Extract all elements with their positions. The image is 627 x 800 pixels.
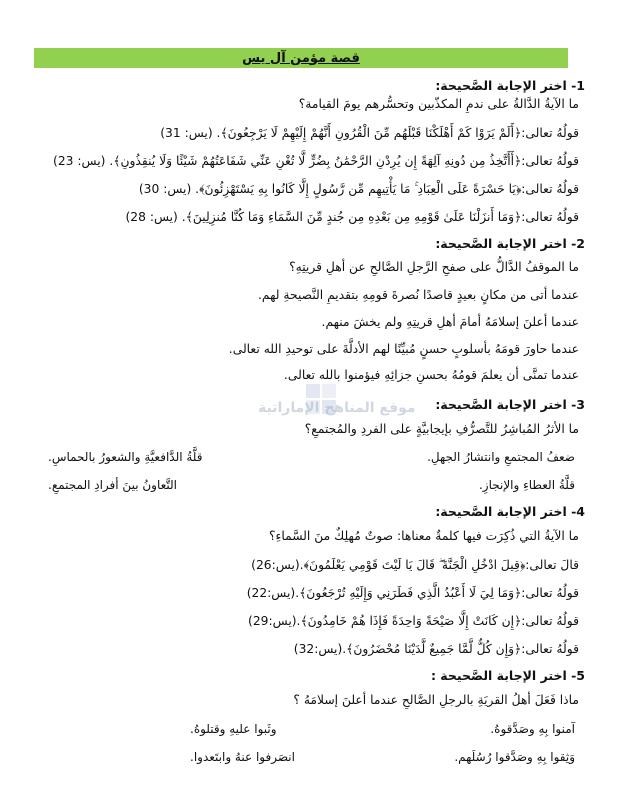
page-title: قصة مؤمن آل يس <box>242 50 360 66</box>
q3-option-4[interactable]: قلَّةُ العطاءِ والإنجازِ. <box>478 478 575 492</box>
q4-option-2[interactable]: قولُهُ تعالى:﴿وَمَا لِيَ لَا أَعْبُدُ الَّذِي فَطَرَنِي وَإِلَيْهِ تُرْجَعُونَ﴾.(يس:22) <box>246 586 579 600</box>
q4-option-4[interactable]: قولُهُ تعالى:﴿وَإِن كُلٌّ لَّمَّا جَمِيعٌ لَّدَيْنَا مُحْضَرُونَ﴾.(يس:32) <box>293 642 579 656</box>
q2-question: ما الموقفُ الدَّالُّ على صفحِ الرَّجلِ الصَّالحِ عن أهلِ قريتِهِ؟ <box>289 260 579 274</box>
q3-option-3[interactable]: التَّعاونُ بينَ أفرادِ المجتمعِ. <box>48 478 178 492</box>
q2-option-2[interactable]: عندما أعلنَ إسلامَهُ أمامَ أهلِ قريتِهِ ولم يخشَ منهم. <box>321 315 579 329</box>
q1-option-1[interactable]: قولُهُ تعالى:﴿أَلَمْ يَرَوْا كَمْ أَهْلَكْنَا قَبْلَهُم مِّنَ الْقُرُونِ أَنَّهُمْ إِلَيْهِمْ لَا يَرْجِعُونَ﴾. (يس: 31) <box>160 126 579 140</box>
q4-option-3[interactable]: قولُهُ تعالى:﴿إِن كَانَتْ إِلَّا صَيْحَةً وَاحِدَةً فَإِذَا هُمْ خَامِدُونَ﴾.(يس:29) <box>248 614 579 628</box>
q3-heading: 3- اختر الإجابة الصَّحيحة: <box>435 397 585 412</box>
q5-question: ماذا فَعَلَ أهلُ القريَةِ بالرجلِ الصَّالحِ عندما أعلنَ إسلامَهُ ؟ <box>293 693 579 707</box>
q1-option-3[interactable]: قولُهُ تعالى:﴿يَا حَسْرَةً عَلَى الْعِبَادِ ۚ مَا يَأْتِيهِم مِّن رَّسُولٍ إِلَّا كَانُوا بِهِ يَسْتَهْزِئُونَ﴾. (يس: 30) <box>138 182 579 196</box>
q4-option-1[interactable]: قالَ تعالى:﴿قِيلَ ادْخُلِ الْجَنَّةَ ۖ قَالَ يَا لَيْتَ قَوْمِي يَعْلَمُونَ﴾.(يس:26) <box>251 558 579 572</box>
q5-options-row-2 <box>190 748 575 766</box>
q3-question: ما الأثرُ المُباشِرُ للتَّصرُّفِ بإيجابيَّةٍ على الفردِ والمُجتمعِ؟ <box>304 422 579 436</box>
q2-option-3[interactable]: عندما حاورَ قومَهُ بأسلوبٍ حسنٍ مُبيِّنًا لهم الأدلَّةَ على توحيدِ الله تعالى. <box>228 342 579 356</box>
watermark-text: موقع المناهج الإماراتية <box>258 400 416 416</box>
q5-option-3[interactable]: وَثِقوا بِهِ وصَدَّقوا رُسُلَهم. <box>454 750 575 764</box>
q2-option-4[interactable]: عندما تمنَّى أن يعلمَ قومُهُ بحسنِ جزائِهِ فيؤمنوا بالله تعالى. <box>283 368 579 382</box>
q5-option-1[interactable]: آمنوا بِهِ وصَدَّقوهُ. <box>490 722 575 736</box>
q5-option-4[interactable]: انصَرفوا عنهُ وابتَعدوا. <box>190 750 295 764</box>
q5-option-2[interactable]: وثَبوا عليهِ وقتلوهُ. <box>190 722 277 736</box>
q2-option-1[interactable]: عندما أتى من مكانٍ بعيدٍ قاصدًا نُصرةَ قومِهِ بتقديمِ النَّصيحةِ لهم. <box>258 288 579 302</box>
q1-question: ما الآيةُ الدَّالةُ على ندمِ المكذّبين وتحسُّرهم يومَ القيامة؟ <box>298 97 579 111</box>
q4-heading: 4- اختر الإجابة الصَّحيحة: <box>435 504 585 519</box>
q3-options-row-1 <box>48 448 575 466</box>
q5-heading: 5- اختر الإجابة الصَّحيحة : <box>430 668 585 683</box>
q2-heading: 2- اختر الإجابة الصَّحيحة: <box>435 236 585 251</box>
q5-options-row-1 <box>190 720 575 738</box>
q3-option-2[interactable]: ضعفُ المجتمعِ وانتشارُ الجهلِ. <box>427 450 575 464</box>
q3-option-1[interactable]: قلَّةُ الدَّافعيَّةِ والشعورُ بالحماسِ. <box>48 450 203 464</box>
q1-option-4[interactable]: قولُهُ تعالى:﴿وَمَا أَنزَلْنَا عَلَىٰ قَوْمِهِ مِن بَعْدِهِ مِن جُندٍ مِّنَ السَّمَاءِ وَمَا كُنَّا مُنزِلِينَ﴾. (يس: 28) <box>125 210 579 224</box>
title-bar <box>34 48 568 68</box>
q1-option-2[interactable]: قولُهُ تعالى:﴿أَأَتَّخِذُ مِن دُونِهِ آلِهَةً إِن يُرِدْنِ الرَّحْمَٰنُ بِضُرٍّ لَّا تُغْنِ عَنِّي شَفَاعَتُهُمْ شَيْئًا وَلَا يُنقِذُونِ﴾. (يس: 23) <box>53 154 579 168</box>
q3-options-row-2 <box>48 476 575 494</box>
q4-question: ما الآيةُ التي ذُكِرَت فيها كلمةٌ معناها: صوتٌ مُهلِكٌ منَ السَّماءِ؟ <box>269 529 579 543</box>
q1-heading: 1- اختر الإجابة الصَّحيحة: <box>435 78 585 93</box>
